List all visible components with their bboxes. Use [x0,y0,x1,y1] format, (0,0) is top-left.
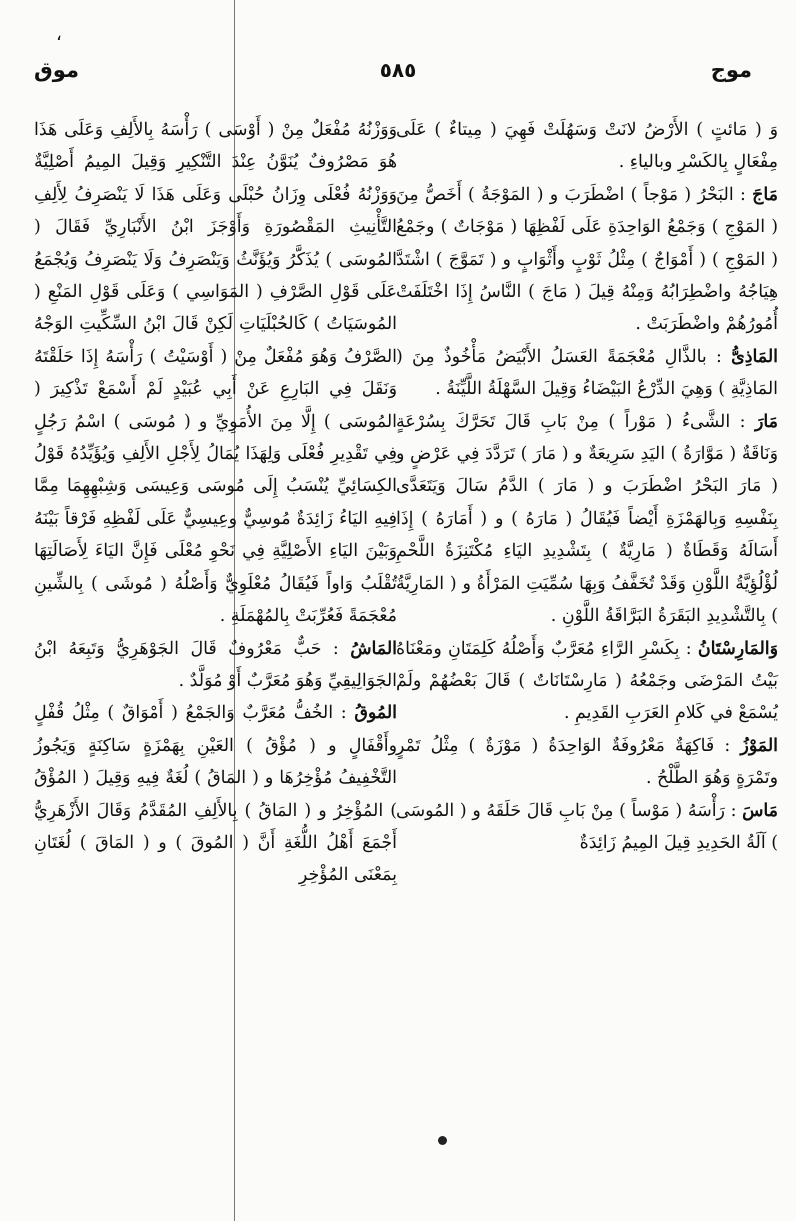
entry [396,406,778,633]
corner-mark: ، [56,24,62,45]
entry [396,795,778,860]
left-column [34,114,397,892]
entry [396,730,778,795]
header-left-word: موق [34,58,79,82]
entry-headword: مَاجَ [752,184,778,205]
page-number: ٥٨٥ [379,58,417,82]
entry [396,633,778,730]
page-header [30,58,766,92]
right-column [396,114,778,859]
entry [396,341,778,406]
entry [34,697,397,891]
entry-text: : رَأْسَهُ ( مَوْساً ) مِنْ بَابِ قَالَ حَلَقَهُ و ( المُوسَى ) آلَةُ الحَدِيدِ قِيلَ المِيمُ زَائِدَةٌ [396,800,778,853]
entry [34,114,397,633]
header-right-word: موج [710,58,752,82]
entry-text: : بِكَسْرِ الرَّاءِ مُعَرَّبٌ وَأَصْلُهُ كَلِمَتَانِ ومَعْنَاهُ بَيْتُ المَرْضَى وجَمْعُهُ ( مَارِسْتَانَاتٌ ) قَالَ بَعْضُهُمْ ولَمْ يُسْمَعْ في كَلامِ العَرَبِ القَدِيمِ . [396,638,778,724]
entry-text: : حَبٌّ مَعْرُوفٌ قَالَ الجَوْهَرِيُّ وَتَبِعَهُ ابْنُ الجَوَالِيقِيِّ وَهُوَ مُعَرَّبٌ أَوْ مُوَلَّدٌ . [34,638,397,691]
entry-text: : الخُفُّ مُعَرَّبٌ وَالجَمْعُ ( أَمْوَاقٌ ) مِثْلُ قُفْلٍ وأَقْفَالٍ و ( مُؤْقُ ) العَيْنِ بِهَمْزَةٍ سَاكِنَةٍ وَيَجُوزُ التَّخْفِيفُ مُؤْخِرُهَا و ( المَاقُ ) لُغَةٌ فِيهِ وَقِيلَ ( المُؤْقُ ) المُؤْخِرُ و ( المَاقُ ) بِالأَلِفِ المُقَدَّمُ وَقَالَ الأَزْهَرِيُّ أَجْمَعَ أَهْلُ اللُّغَةِ أَنَّ ( المُوقَ ) و ( المَاقَ ) لُغَتَانِ بِمَعْنَى المُؤْخِرِ [34,703,397,886]
entry-text: : فَاكِهَةٌ مَعْرُوفَةٌ الوَاحِدَةُ ( مَوْزَةٌ ) مِثْلُ تَمْرٍ وتَمْرَةٍ وَهُوَ الطَّلْحُ . [396,735,778,789]
entry-text: وَوَزْنُهُ مُفْعَلٌ مِنْ ( أَوْسَى ) رَأْسَهُ بِالأَلِفِ وَعَلَى هَذَا هُوَ مَصْرُوفٌ يُنَوَّنُ عِنْدَ التَّنْكِيرِ وَقِيلَ المِيمُ أَصْلِيَّةٌ وَوَزْنُهُ فُعْلَى وِزَانُ حُبْلَى وَعَلَى هَذَا لَا يَنْصَرِفُ لِأَلِفِ التَّأْنِيثِ المَقْصُورَةِ وَأَوْجَزَ ابْنُ الأَنْبَارِيِّ فَقَالَ ( المُوسَى ) يُذَكَّرُ وَيُؤَنَّثُ وَيَنْصَرِفُ وَلَا يَنْصَرِفُ وَيُجْمَعُ عَلَى قَوْلِ الصَّرْفِ ( المَوَاسِي ) وَعَلَى قَوْلِ المَنْعِ ( المُوسَيَاتُ ) كَالحُبْلَيَاتِ لَكِنْ قَالَ ابْنُ السِّكِّيتِ الوَجْهُ الصَّرْفُ وَهُوَ مُفْعَلٌ مِنْ ( أَوْسَيْتُ ) رَأْسَهُ إِذَا حَلَقْتَهُ وَنَقَلَ فِي البَارِعِ عَنْ أَبِي عُبَيْدٍ لَمْ أَسْمَعْ تَذْكِيرَ ( المُوسَى ) إِلَّا مِنَ الأُمَوِيِّ و ( مُوسَى ) اسْمُ رَجُلٍ فِي تَقْدِيرِ فُعْلَى وَلِهَذَا يُمَالُ لِأَجْلِ الأَلِفِ وَيُؤَيِّدُهُ قَوْلُ الكِسَائِيِّ يُنْسَبُ إِلَى مُوسَى وَعِيسَى وَشِبْهِهِمَا مِمَّا فِيهِ اليَاءُ زَائِدَةٌ مُوسِيٌّ وعِيسِيٌّ عَلَى لَفْظِهِ فَرْقاً بَيْنَهُ وَبَيْنَ اليَاءِ الأَصْلِيَّةِ فِي نَحْوِ مُعْلَى فَإِنَّ اليَاءَ لِأَصَالَتِهَا تُقْلَبُ وَاواً فَيُقَالُ مُعْلَوِيٌّ وَأَصْلُهُ ( مُوشَى ) بِالشِّينِ مُعْجَمَةً فَعُرِّبَتْ بِالمُهْمَلَةِ . [34,120,397,627]
entry-text: : بالذَّالِ مُعْجَمَةً العَسَلُ الأَبْيَضُ مَأْخُوذٌ مِنَ ( المَاذِيَّةِ ) وَهِيَ الدِّرْعُ البَيْضَاءُ وَقِيلَ السَّهْلَةُ اللَّيِّنَةُ . [396,346,778,400]
entry [396,114,778,179]
entry-headword: المَوْزُ [740,735,778,756]
entry-text: وَ ( مَائتٍ ) الأَرْضُ لانَتْ وَسَهُلَتْ فَهِيَ ( مِيتاءٌ ) عَلَى مِفْعَالٍ بِالكَسْرِ وبالياءِ . [396,120,778,173]
page-bottom-dot [438,1136,447,1145]
entry-headword: المَاشُ [350,638,397,659]
entry [396,179,778,341]
entry-headword: المُوقُ [354,703,397,724]
entry-headword: مَارَ [754,411,778,432]
entry-headword: مَاسَ [742,800,778,821]
entry-headword: وَالمَارِسْتَانُ [697,638,778,659]
entry-text: : الشَّىءُ ( مَوْراً ) مِنْ بَابِ قَالَ تَحَرَّكَ بِسُرْعَةٍ وَنَاقَةٌ ( مَوَّارَةُ ) اليَدِ سَرِيعَةٌ و ( مَارَ ) تَرَدَّدَ فِي عَرْضٍ و ( مَارَ البَحْرُ اضْطَرَبَ و ( مَارَ ) الدَّمُ سَالَ وَيَتَعَدَّى بِنَفْسِهِ وَبِالهَمْزَةِ أَيْضاً فَيُقَالُ ( مَارَهُ ) و ( أَمَارَهُ ) إِذَا أَسَالَهُ وَقَطَاةٌ ( مَارِيَّةٌ ) بِتَشْدِيدِ اليَاءِ مُكْتَنِزَةُ اللَّحْمِ لُؤْلُؤِيَّةُ اللَّوْنِ وَقَدْ تُخَفَّفُ وَبِهَا سُمِّيَتِ المَرْأَةُ و ( المَارِيَّةُ ) بِالتَّشْدِيدِ البَقَرَةُ البَرَّاقَةُ اللَّوْنِ . [396,411,778,627]
entry [34,633,397,698]
entry-headword: المَاذِىُّ [731,346,778,367]
entry-text: : البَحْرُ ( مَوْجاً ) اضْطَرَبَ و ( المَوْجَةُ ) أَخَصُّ مِنَ ( المَوْجِ ) وَجَمْعُ الوَاحِدَةِ عَلَى لَفْظِهَا ( مَوْجَاتٌ ) وجَمْعُ ( المَوْجِ ) ( أَمْوَاجٌ ) مِثْلُ ثَوْبٍ وأَثْوَابٍ و ( تَمَوَّجَ ) اشْتَدَّ هِيَاجُهُ واضْطِرَابُهُ وَمِنْهُ قِيلَ ( مَاجَ ) النَّاسُ إِذَا اخْتَلَفَتْ أُمُورُهُمْ واضْطَرَبَتْ . [396,184,778,335]
